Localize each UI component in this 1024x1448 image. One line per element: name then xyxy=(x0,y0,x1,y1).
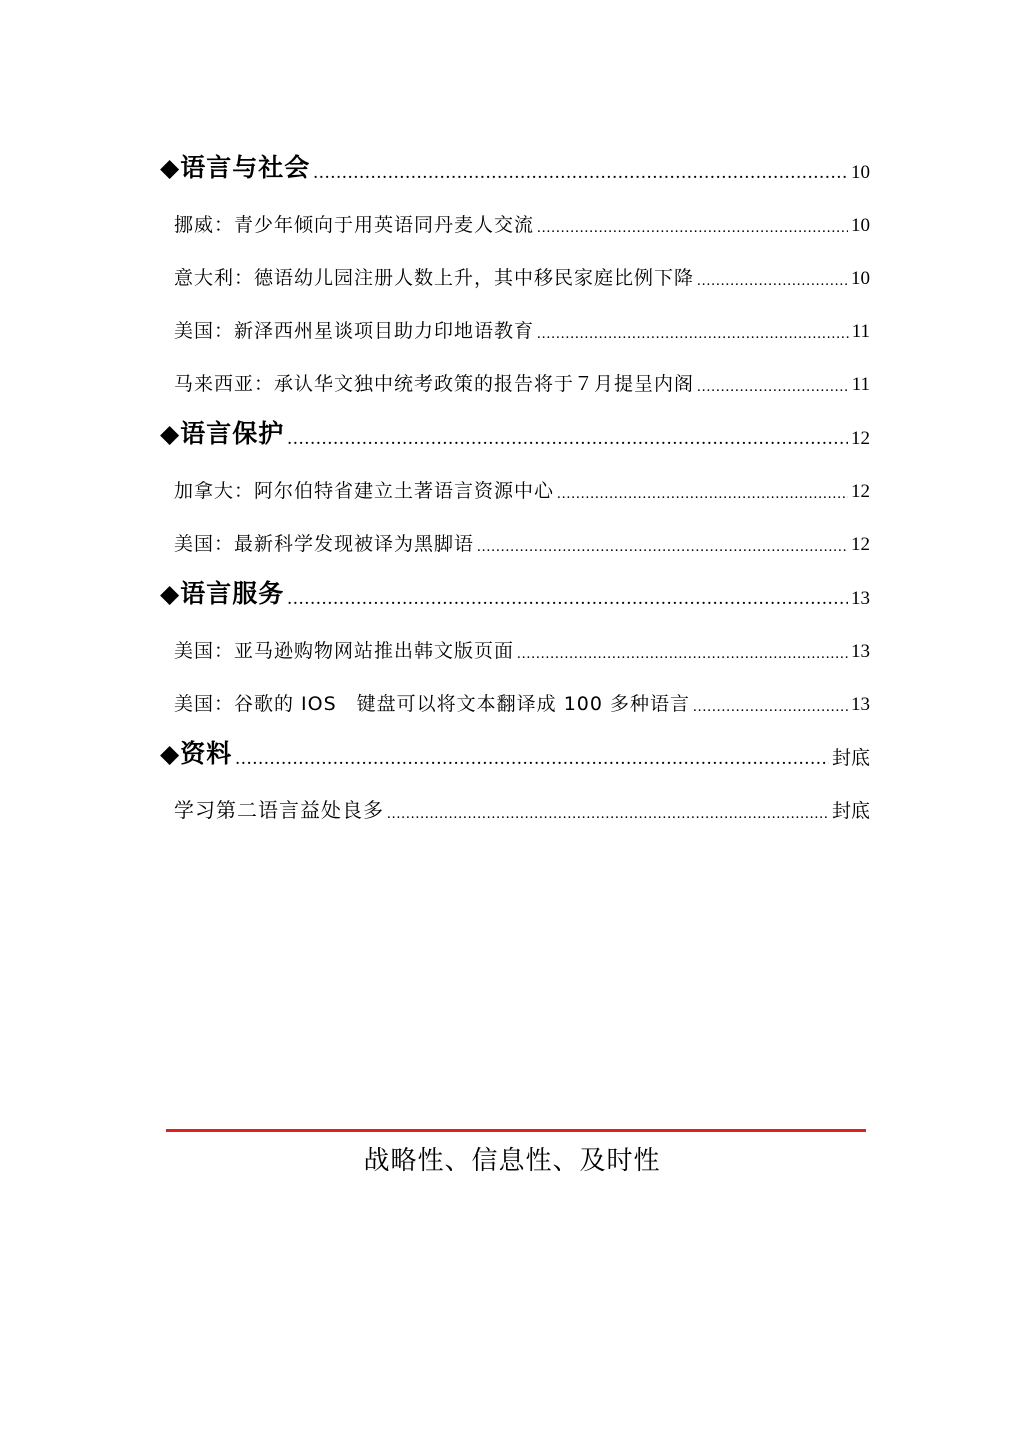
toc-entry[interactable] xyxy=(160,503,870,556)
toc-page-number: 10 xyxy=(851,215,870,236)
toc-page-number: 10 xyxy=(851,268,870,289)
toc-entry-title: 美国：新泽西州星谈项目助力印地语教育 xyxy=(174,320,535,342)
toc-section-language-protection[interactable] xyxy=(160,396,870,450)
toc-entry[interactable] xyxy=(160,343,870,396)
toc-page-number: 13 xyxy=(851,588,870,609)
toc-section-title: ◆语言服务 xyxy=(160,579,285,608)
toc-page-number: 12 xyxy=(851,481,870,502)
dot-leader xyxy=(235,748,829,770)
toc-section-language-and-society[interactable] xyxy=(160,130,870,184)
toc-page-number: 12 xyxy=(851,534,870,555)
toc-entry-title: 马来西亚：承认华文独中统考政策的报告将于７月提呈内阁 xyxy=(174,373,695,395)
dot-leader xyxy=(693,699,848,716)
dot-leader xyxy=(313,162,848,184)
dot-leader xyxy=(537,220,848,237)
toc-entry[interactable] xyxy=(160,237,870,290)
toc-section-title: ◆资料 xyxy=(160,739,233,768)
toc-entry-title: 美国：亚马逊购物网站推出韩文版页面 xyxy=(174,640,515,662)
toc-page-number: 13 xyxy=(851,694,870,715)
toc-entry-title: 学习第二语言益处良多 xyxy=(174,798,384,822)
toc-entry-title: 美国：谷歌的 IOS 键盘可以将文本翻译成 100 多种语言 xyxy=(174,693,691,715)
dot-leader xyxy=(287,428,848,450)
toc-entry[interactable] xyxy=(160,610,870,663)
toc-page-number: 11 xyxy=(851,321,870,342)
toc-page-number: 10 xyxy=(851,162,870,183)
dot-leader xyxy=(557,486,848,503)
dot-leader xyxy=(387,806,829,823)
footer-red-rule xyxy=(166,1129,866,1132)
toc-entry-title: 意大利：德语幼儿园注册人数上升，其中移民家庭比例下降 xyxy=(174,267,695,289)
dot-leader xyxy=(697,273,848,290)
dot-leader xyxy=(697,379,849,396)
toc-section-materials[interactable] xyxy=(160,716,870,770)
toc-page-number: 13 xyxy=(851,641,870,662)
dot-leader xyxy=(287,588,848,610)
toc-entry[interactable] xyxy=(160,290,870,343)
toc-entry[interactable] xyxy=(160,450,870,503)
toc-entry[interactable] xyxy=(160,663,870,716)
toc-page-number: 12 xyxy=(851,428,870,449)
dot-leader xyxy=(477,539,848,556)
dot-leader xyxy=(517,646,848,663)
toc-entry[interactable] xyxy=(160,770,870,823)
toc-page-number: 11 xyxy=(851,374,870,395)
toc-page-number: 封底 xyxy=(831,747,870,769)
toc-entry[interactable] xyxy=(160,184,870,237)
toc-entry-title: 美国：最新科学发现被译为黑脚语 xyxy=(174,533,475,555)
dot-leader xyxy=(537,326,849,343)
toc-section-language-services[interactable] xyxy=(160,556,870,610)
toc-page-number: 封底 xyxy=(831,800,870,822)
toc-section-title: ◆语言与社会 xyxy=(160,153,311,182)
toc-entry-title: 加拿大：阿尔伯特省建立土著语言资源中心 xyxy=(174,480,555,502)
toc-entry-title: 挪威：青少年倾向于用英语同丹麦人交流 xyxy=(174,214,535,236)
toc-section-title: ◆语言保护 xyxy=(160,419,285,448)
table-of-contents xyxy=(160,130,870,823)
footer-slogan: 战略性、信息性、及时性 xyxy=(363,1146,661,1176)
